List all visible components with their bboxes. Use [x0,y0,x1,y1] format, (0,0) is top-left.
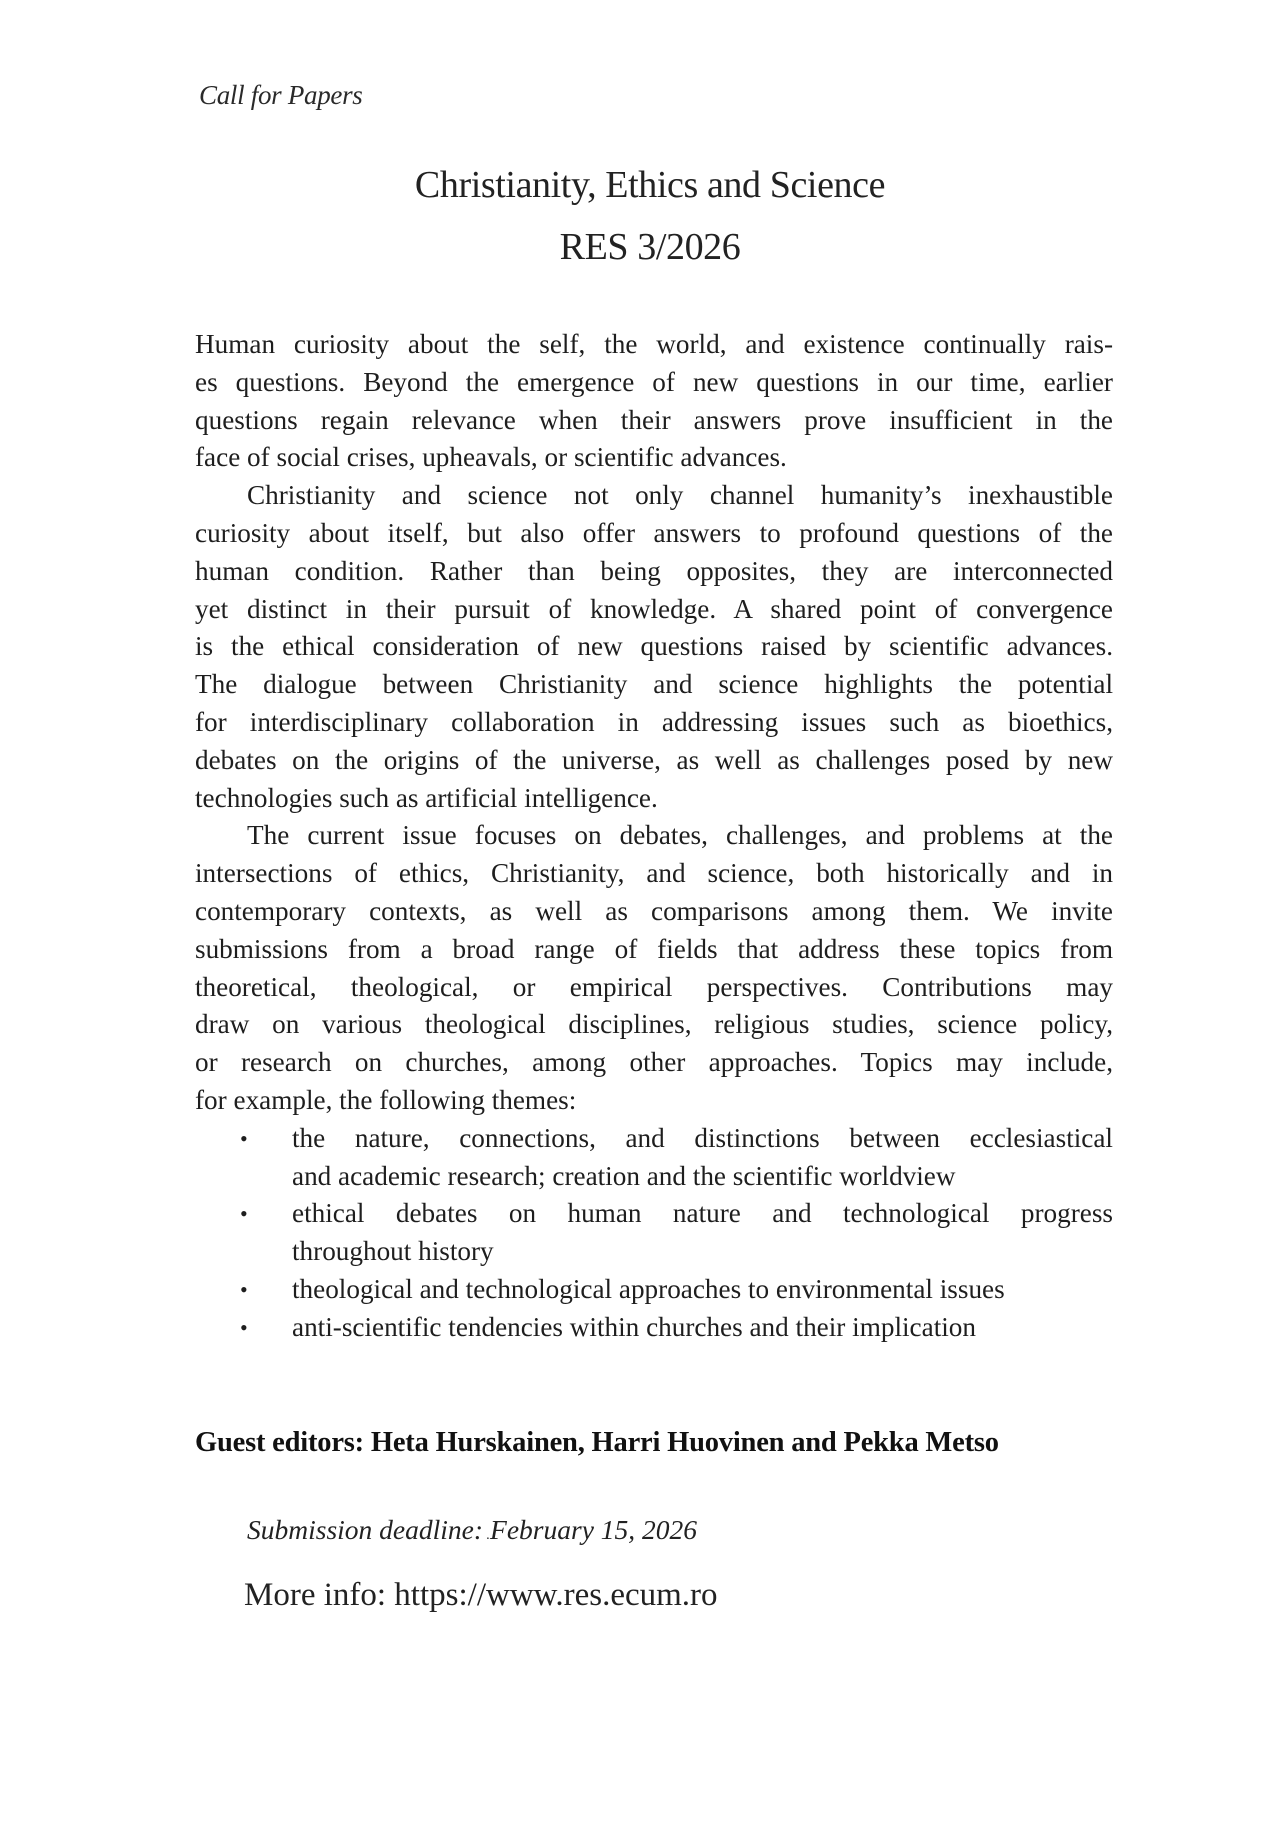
text-line-content: Human curiosity about the self, the world, and existence continually rais- [195,329,1113,359]
theme-item [195,1195,1113,1271]
text-line [195,326,1113,364]
text-line [195,439,1113,477]
body-text [195,326,1113,1347]
text-line [292,1233,1113,1271]
bullet-icon: • [240,1314,248,1340]
paragraph [195,817,1113,1119]
text-line [195,780,1113,818]
text-line [195,1044,1113,1082]
text-line-content: draw on various theological disciplines, religious studies, science policy, [195,1009,1113,1040]
text-line-content: curiosity about itself, but also offer answers to profound questions of the [195,517,1113,548]
text-line-content: theological and technological approaches to environmental issues [292,1273,1005,1304]
section-kicker: Call for Papers [199,80,363,110]
text-line-content: the nature, connections, and distinctions between ecclesiastical [292,1122,1113,1153]
text-line [195,628,1113,666]
text-line-content: throughout history [292,1236,494,1267]
text-line [195,591,1113,629]
paragraphs [195,326,1113,1120]
text-line [195,893,1113,931]
text-line-content: es questions. Beyond the emergence of new questions in our time, earlier [195,366,1113,397]
text-line-content: for example, the following themes: [195,1084,577,1115]
paragraph [195,477,1113,817]
text-line-content: debates on the origins of the universe, as well as challenges posed by new [195,744,1113,775]
bullet-icon: • [240,1201,248,1227]
text-line [195,742,1113,780]
text-line [292,1158,1113,1196]
bullet-icon: • [240,1125,248,1151]
page-title: Christianity, Ethics and Science [414,164,886,206]
text-line-content: The dialogue between Christianity and science highlights the potential [195,669,1113,700]
text-line-content: contemporary contexts, as well as comparisons among them. We invite [195,895,1113,926]
theme-item [195,1309,1113,1347]
text-line-content: for interdisciplinary collaboration in addressing issues such as bioethics, [195,706,1113,737]
text-line-content: The current issue focuses on debates, challenges, and problems at the [247,820,1113,851]
text-line [292,1120,1113,1158]
text-line [195,1006,1113,1044]
text-line-content: submissions from a broad range of fields that address these topics from [195,933,1113,964]
text-line-content: questions regain relevance when their answers prove insufficient in the [195,404,1113,435]
text-line-content: or research on churches, among other approaches. Topics may include, [195,1047,1113,1078]
text-line-content: anti-scientific tendencies within churches and their implication [292,1311,976,1342]
text-line [292,1195,1113,1233]
theme-item [195,1271,1113,1309]
text-line-content: and academic research; creation and the scientific worldview [292,1160,956,1191]
text-line [195,477,1113,515]
more-info-link[interactable]: More info: https://www.res.ecum.ro [244,1577,718,1613]
text-line [195,855,1113,893]
text-line-content: theoretical, theological, or empirical perspectives. Contributions may [195,971,1113,1002]
text-line-content: ethical debates on human nature and technological progress [292,1198,1113,1229]
text-line [195,931,1113,969]
theme-item [195,1120,1113,1196]
deadline-label: Submission deadline: [247,1514,484,1545]
issue-number: RES 3/2026 [559,226,741,268]
text-line-content: yet distinct in their pursuit of knowledge. A shared point of convergence [195,593,1113,624]
text-line-content: human condition. Rather than being opposites, they are interconnected [195,555,1113,586]
text-line-content: face of social crises, upheavals, or scientific advances. [195,442,787,473]
text-line [195,704,1113,742]
bullet-icon: • [240,1276,248,1302]
paragraph [195,326,1113,477]
text-line [195,817,1113,855]
deadline-date: February 15, 2026 [490,1514,698,1545]
text-line [195,515,1113,553]
text-line-content: technologies such as artificial intelligence. [195,782,658,813]
text-line-content: Christianity and science not only channel humanity’s inexhaustible [247,480,1113,511]
guest-editors: Guest editors: Heta Hurskainen, Harri Huovinen and Pekka Metso [195,1427,999,1458]
text-line [195,402,1113,440]
text-line [195,364,1113,402]
text-line [195,969,1113,1007]
deadline-separator: . [483,1528,491,1543]
submission-deadline [247,1514,697,1546]
text-line [195,553,1113,591]
text-line [195,1082,1113,1120]
text-line [195,666,1113,704]
text-line [292,1271,1113,1309]
text-line-content: is the ethical consideration of new questions raised by scientific advances. [195,631,1113,662]
text-line-content: intersections of ethics, Christianity, and science, both historically and in [195,858,1113,889]
text-line [292,1309,1113,1347]
themes-list [195,1120,1113,1347]
